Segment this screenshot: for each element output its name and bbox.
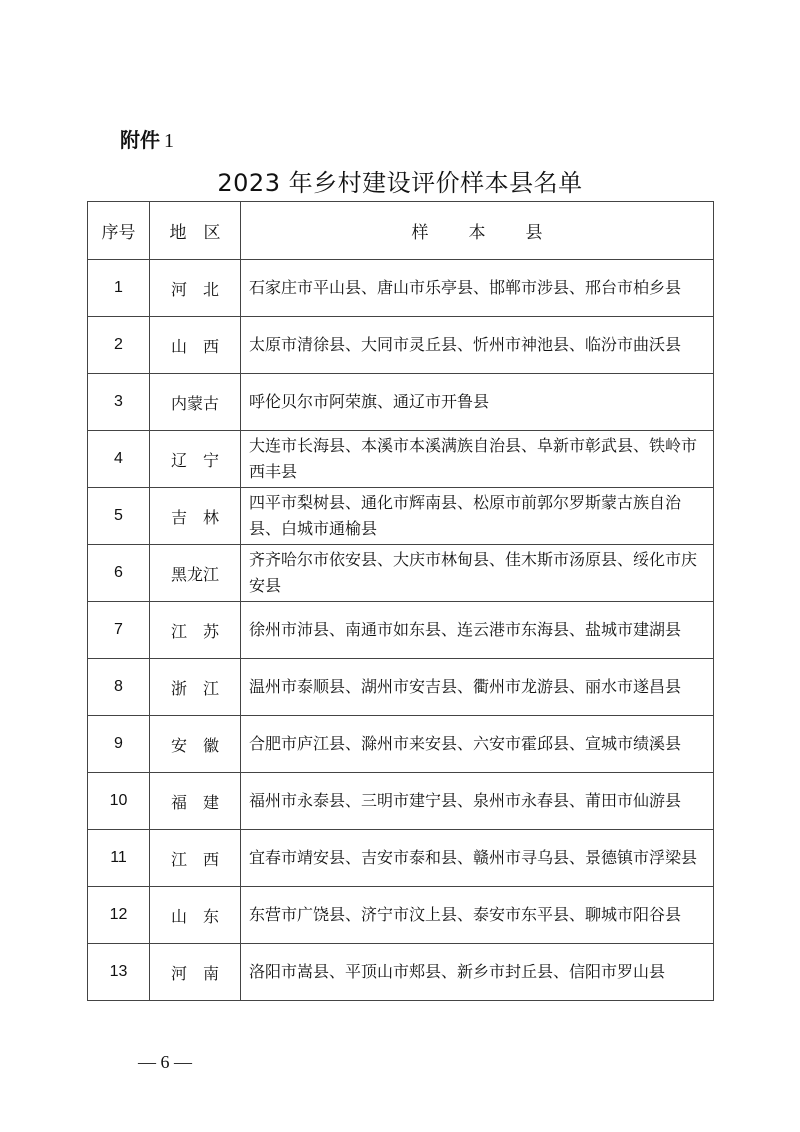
header-index: 序号 (88, 202, 150, 260)
row-counties: 洛阳市嵩县、平顶山市郏县、新乡市封丘县、信阳市罗山县 (241, 944, 714, 1001)
table-row (88, 773, 714, 830)
row-index: 1 (88, 260, 150, 317)
attachment-text: 附件 (120, 128, 160, 152)
row-index: 11 (88, 830, 150, 887)
header-samples-char-3: 县 (525, 223, 543, 243)
row-index: 7 (88, 602, 150, 659)
row-index: 10 (88, 773, 150, 830)
row-counties: 呼伦贝尔市阿荣旗、通辽市开鲁县 (241, 374, 714, 431)
header-samples (241, 202, 714, 260)
row-index: 6 (88, 545, 150, 602)
header-region: 地 区 (150, 202, 241, 260)
row-counties: 石家庄市平山县、唐山市乐亭县、邯郸市涉县、邢台市柏乡县 (241, 260, 714, 317)
table-row (88, 716, 714, 773)
row-region: 河 北 (150, 260, 241, 317)
table-row (88, 659, 714, 716)
header-samples-char-1: 样 (411, 223, 429, 243)
row-counties: 大连市长海县、本溪市本溪满族自治县、阜新市彰武县、铁岭市西丰县 (241, 431, 714, 488)
row-region: 河 南 (150, 944, 241, 1001)
row-index: 13 (88, 944, 150, 1001)
row-region: 吉 林 (150, 488, 241, 545)
row-counties: 四平市梨树县、通化市辉南县、松原市前郭尔罗斯蒙古族自治县、白城市通榆县 (241, 488, 714, 545)
row-region: 江 苏 (150, 602, 241, 659)
table-row (88, 830, 714, 887)
page-title: 2023 年乡村建设评价样本县名单 (217, 169, 583, 197)
row-index: 8 (88, 659, 150, 716)
row-index: 3 (88, 374, 150, 431)
row-index: 12 (88, 887, 150, 944)
table-header-row (88, 202, 714, 260)
row-region: 山 东 (150, 887, 241, 944)
attachment-number: 1 (164, 130, 174, 152)
attachment-label (120, 124, 174, 153)
row-index: 4 (88, 431, 150, 488)
row-index: 9 (88, 716, 150, 773)
row-index: 5 (88, 488, 150, 545)
row-counties: 徐州市沛县、南通市如东县、连云港市东海县、盐城市建湖县 (241, 602, 714, 659)
sample-county-table (87, 201, 714, 1001)
table-row (88, 887, 714, 944)
table-row (88, 602, 714, 659)
row-counties: 合肥市庐江县、滁州市来安县、六安市霍邱县、宣城市绩溪县 (241, 716, 714, 773)
table-row (88, 374, 714, 431)
table-row (88, 545, 714, 602)
row-region: 安 徽 (150, 716, 241, 773)
row-counties: 太原市清徐县、大同市灵丘县、忻州市神池县、临汾市曲沃县 (241, 317, 714, 374)
row-region: 黑龙江 (150, 545, 241, 602)
row-counties: 东营市广饶县、济宁市汶上县、泰安市东平县、聊城市阳谷县 (241, 887, 714, 944)
page-number: — 6 — (138, 1052, 192, 1072)
row-counties: 温州市泰顺县、湖州市安吉县、衢州市龙游县、丽水市遂昌县 (241, 659, 714, 716)
row-counties: 齐齐哈尔市依安县、大庆市林甸县、佳木斯市汤原县、绥化市庆安县 (241, 545, 714, 602)
table-row (88, 317, 714, 374)
row-index: 2 (88, 317, 150, 374)
table-row (88, 260, 714, 317)
table-row (88, 944, 714, 1001)
row-region: 福 建 (150, 773, 241, 830)
row-region: 山 西 (150, 317, 241, 374)
row-region: 浙 江 (150, 659, 241, 716)
row-counties: 福州市永泰县、三明市建宁县、泉州市永春县、莆田市仙游县 (241, 773, 714, 830)
table-row (88, 488, 714, 545)
header-samples-char-2: 本 (468, 223, 486, 243)
row-region: 辽 宁 (150, 431, 241, 488)
row-counties: 宜春市靖安县、吉安市泰和县、赣州市寻乌县、景德镇市浮梁县 (241, 830, 714, 887)
table-row (88, 431, 714, 488)
row-region: 江 西 (150, 830, 241, 887)
row-region: 内蒙古 (150, 374, 241, 431)
